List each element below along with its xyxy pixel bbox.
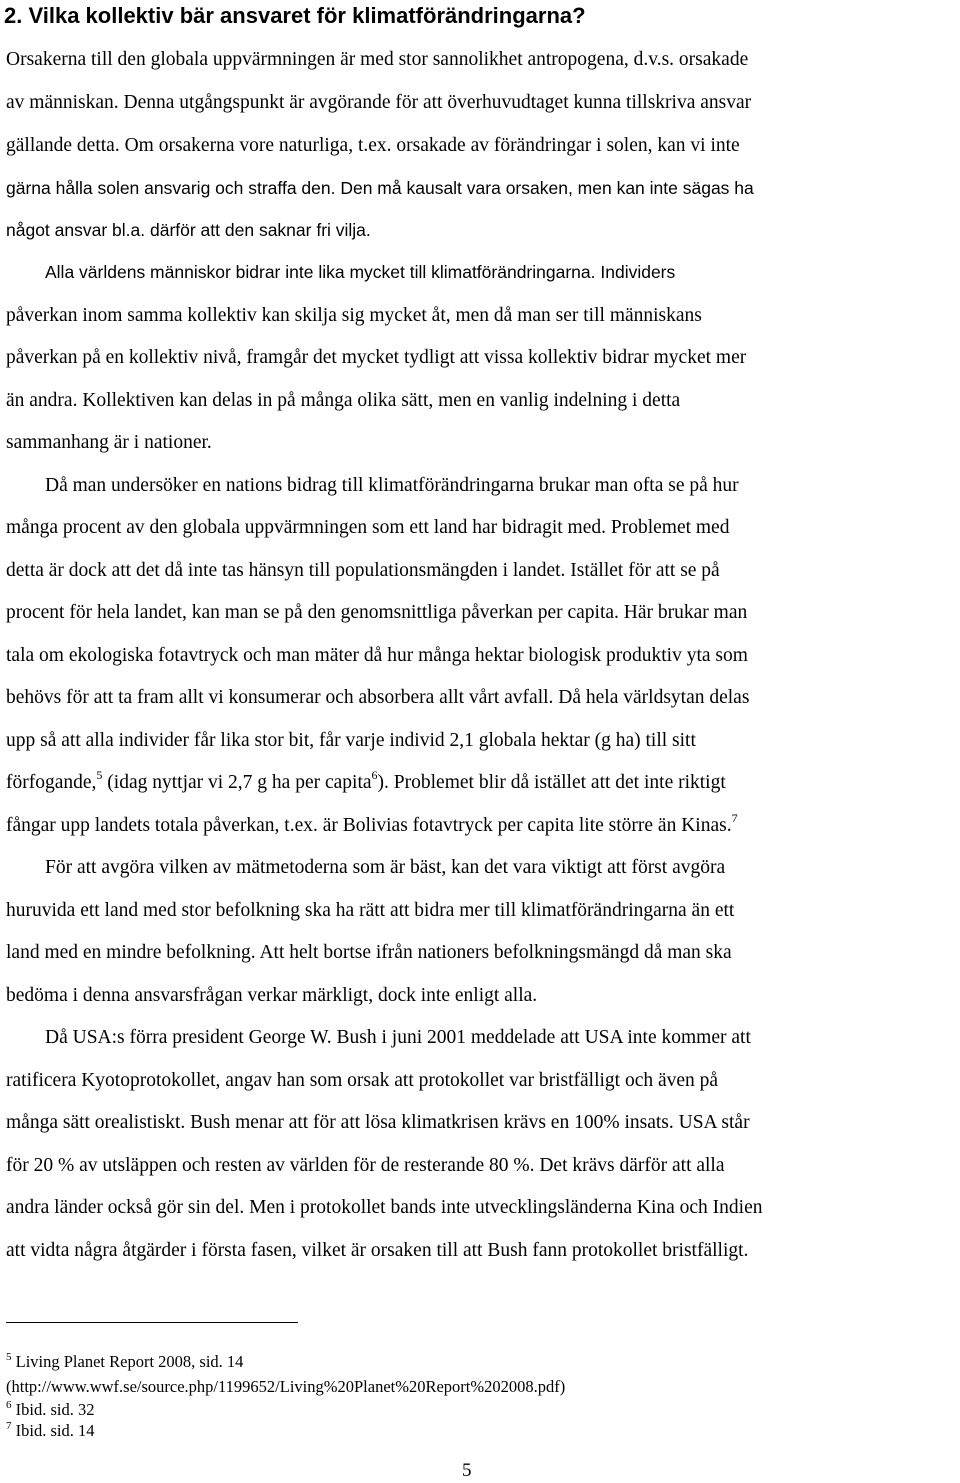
footnote-ref: 7 [731,811,738,825]
footnote-ref: 6 [371,768,378,782]
text-line [6,768,726,796]
footnote-text: Ibid. sid. 32 [15,1400,95,1419]
text-line: än andra. Kollektiven kan delas in på många olika sätt, men en vanlig indelning i detta [6,390,681,411]
text-fragment: förfogande, [6,772,97,793]
text-line: land med en mindre befolkning. Att helt bortse ifrån nationers befolkningsmängd då man ska [6,942,732,963]
text-fragment: (idag nyttjar vi 2,7 g ha per capita [102,772,372,793]
footnote-number: 5 [6,1351,12,1363]
text-line: gällande detta. Om orsakerna vore naturliga, t.ex. orsakade av förändringar i solen, kan vi inte [6,135,740,156]
text-line: upp så att alla individer får lika stor bit, får varje individ 2,1 globala hektar (g ha) till sitt [6,730,696,751]
text-line: detta är dock att det då inte tas hänsyn till populationsmängden i landet. Istället för att se på [6,560,720,581]
text-line: många sätt orealistiskt. Bush menar att för att lösa klimatkrisen krävs en 100% insats. USA står [6,1112,750,1133]
text-line: Alla världens människor bidrar inte lika mycket till klimatförändringarna. Individers [45,262,676,282]
text-line [6,811,738,839]
footnote [6,1421,94,1443]
text-line: ratificera Kyotoprotokollet, angav han som orsak att protokollet var bristfälligt och även på [6,1070,719,1091]
text-line: Då USA:s förra president George W. Bush i juni 2001 meddelade att USA inte kommer att [45,1027,751,1048]
text-line: påverkan på en kollektiv nivå, framgår det mycket tydligt att vissa kollektiv bidrar mycket mer [6,347,747,368]
footnote-number: 7 [6,1420,12,1432]
footnote [6,1400,94,1422]
text-line: av människan. Denna utgångspunkt är avgörande för att överhuvudtaget kunna tillskriva ansvar [6,92,752,113]
text-line: gärna hålla solen ansvarig och straffa den. Den må kausalt vara orsaken, men kan inte sägas ha [6,178,754,198]
text-line: tala om ekologiska fotavtryck och man mäter då hur många hektar biologisk produktiv yta som [6,645,748,666]
text-line: huruvida ett land med stor befolkning ska ha rätt att bidra mer till klimatförändringarna än ett [6,900,735,921]
footnote-ref: 5 [96,768,103,782]
text-line: procent för hela landet, kan man se på den genomsnittliga påverkan per capita. Här brukar man [6,602,748,623]
section-heading: 2. Vilka kollektiv bär ansvaret för klimatförändringarna? [4,3,586,28]
footnote-number: 6 [6,1399,12,1411]
text-line: något ansvar bl.a. därför att den saknar fri vilja. [6,220,371,240]
footnote-text: Living Planet Report 2008, sid. 14 [15,1352,244,1371]
text-fragment: ). Problemet blir då istället att det inte riktigt [377,772,726,793]
text-fragment: fångar upp landets totala påverkan, t.ex. är Bolivias fotavtryck per capita lite större än Kinas. [6,815,732,836]
text-line: behövs för att ta fram allt vi konsumerar och absorbera allt vårt avfall. Då hela världsytan delas [6,687,750,708]
footnote-separator [6,1322,298,1323]
footnote-text: Ibid. sid. 14 [15,1421,95,1440]
text-line: många procent av den globala uppvärmningen som ett land har bidragit med. Problemet med [6,517,730,538]
text-line: andra länder också gör sin del. Men i protokollet bands inte utvecklingsländerna Kina och Indien [6,1197,763,1218]
text-line: för 20 % av utsläppen och resten av världen för de resterande 80 %. Det krävs därför att alla [6,1155,725,1176]
text-line: påverkan inom samma kollektiv kan skilja sig mycket åt, men då man ser till människans [6,305,702,326]
footnote-url[interactable] [6,1377,565,1397]
text-line: Orsakerna till den globala uppvärmningen är med stor sannolikhet antropogena, d.v.s. orsakade [6,49,749,70]
text-line: att vidta några åtgärder i första fasen, vilket är orsaken till att Bush fann protokollet bristfälligt. [6,1240,749,1261]
text-line: För att avgöra vilken av mätmetoderna som är bäst, kan det vara viktigt att först avgöra [45,857,726,878]
footnote [6,1352,243,1374]
text-line: bedöma i denna ansvarsfrågan verkar märkligt, dock inte enligt alla. [6,985,538,1006]
text-line: Då man undersöker en nations bidrag till klimatförändringarna brukar man ofta se på hur [45,475,739,496]
text-line: sammanhang är i nationer. [6,432,212,453]
page-number: 5 [462,1460,472,1481]
footnote-text[interactable]: (http://www.wwf.se/source.php/1199652/Living%20Planet%20Report%202008.pdf) [6,1377,566,1396]
